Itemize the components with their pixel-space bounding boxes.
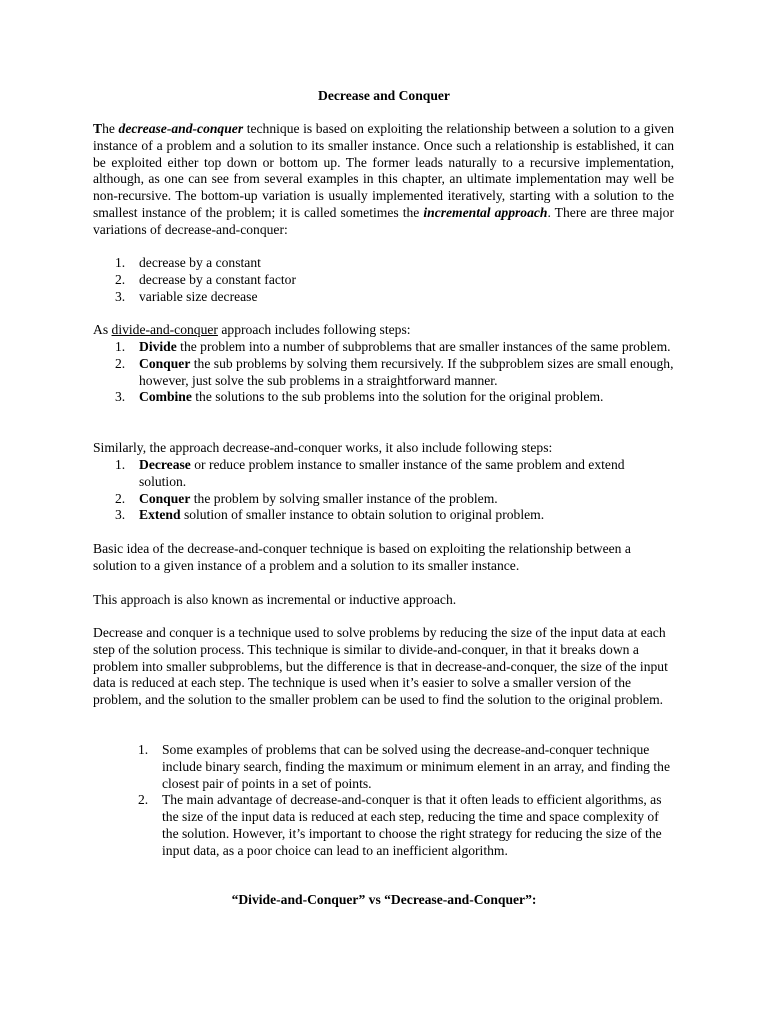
list-item: 2. decrease by a constant factor <box>115 271 296 287</box>
list-item: 1. decrease by a constant <box>115 255 261 270</box>
list-item: 3. Combine the solutions to the sub problems into the solution for the original problem. <box>115 389 604 405</box>
variations-list <box>115 255 679 305</box>
basic-idea-paragraph: Basic idea of the decrease-and-conquer technique is based on exploiting the relationship between a solution to a given instance of a problem and a solution to its smaller instance. <box>93 541 631 573</box>
list-item: 2. Conquer the problem by solving smaller instance of the problem. <box>115 490 498 506</box>
intro-paragraph: The decrease-and-conquer technique is based on exploiting the relationship between a solution to a given instance of a problem and a solution to its smaller instance. Once such a relationship is established, it can be exploited either top down or bottom up. The former leads naturally to a recursive implementation, although, as one can see from several examples in this chapter, an ultimate implementation may well be non-recursive. The bottom-up variation is usually implemented iteratively, starting with a solution to the smallest instance of the problem; it is called sometimes the incremental approach. There are three major variations of decrease-and-conquer: <box>93 121 674 237</box>
list-item: 3. variable size decrease <box>115 288 258 304</box>
comparison-heading: “Divide-and-Conquer” vs “Decrease-and-Conquer”: <box>231 892 537 907</box>
term-incremental-approach: incremental approach <box>423 204 548 220</box>
list-item: 2. Conquer the sub problems by solving them recursively. If the subproblem sizes are small enough, however, just solve the sub problems in a straightforward manner. <box>115 355 674 388</box>
list-item: 1. Decrease or reduce problem instance to smaller instance of the same problem and extend solution. <box>115 457 625 489</box>
list-item: 1. Divide the problem into a number of subproblems that are smaller instances of the same problem. <box>115 339 671 354</box>
decr-steps-list <box>115 457 674 524</box>
decr-intro: Similarly, the approach decrease-and-conquer works, it also include following steps: <box>93 440 553 455</box>
divide-and-conquer-link[interactable]: divide-and-conquer <box>111 322 218 337</box>
page-title: Decrease and Conquer <box>318 88 450 103</box>
list-item: 2. The main advantage of decrease-and-conquer is that it often leads to efficient algorithms, as the size of the input data is reduced at each step, reducing the time and space complexity of the solution. However, it’s important to choose the right strategy for reducing the size of the input data, as a poor choice can lead to an inefficient algorithm. <box>138 792 662 858</box>
list-item: 1. Some examples of problems that can be solved using the decrease-and-conquer technique include binary search, finding the maximum or minimum element in an array, and finding the closest pair of points in a set of points. <box>138 742 670 791</box>
dac-intro: As divide-and-conquer approach includes following steps: <box>93 322 411 337</box>
dac-steps-list <box>115 339 674 406</box>
technique-paragraph: Decrease and conquer is a technique used to solve problems by reducing the size of the input data at each step of the solution process. This technique is similar to divide-and-conquer, in that it breaks down a problem into smaller subproblems, but the difference is that in decrease-and-conquer, the size of the input data is reduced at each step. The technique is used when it’s easier to solve a smaller version of the problem, and the solution to the smaller problem can be used to find the solution to the original problem. <box>93 625 668 708</box>
drop-letter: T <box>93 121 103 136</box>
term-decrease-and-conquer: decrease-and-conquer <box>118 121 244 136</box>
known-as-paragraph: This approach is also known as incremental or inductive approach. <box>93 592 457 607</box>
points-list <box>138 742 672 860</box>
list-item: 3. Extend solution of smaller instance to obtain solution to original problem. <box>115 507 545 523</box>
